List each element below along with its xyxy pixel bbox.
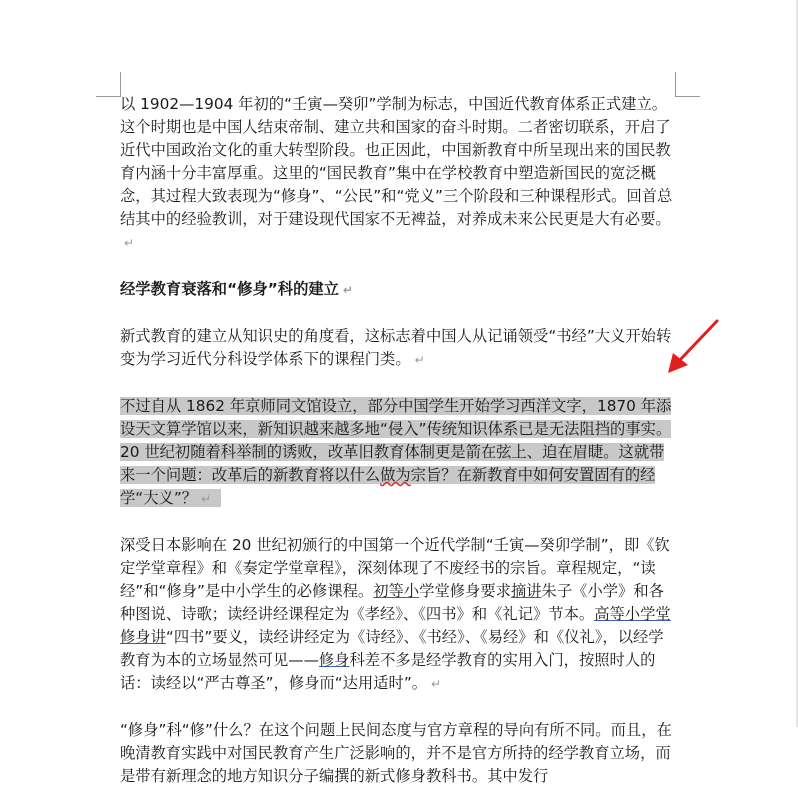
- paragraph-text: “修身”科“修”什么？在这个问题上民间态度与官方章程的导向有所不同。而且，在晚清教育实践中对国民教育产生广泛影响的，并不是官方所持的经学教育立场，而是带有新理念的地方知识分子编撰的新式修身教科书。其中发行: [120, 721, 672, 785]
- document-body[interactable]: [120, 93, 676, 811]
- paragraph-text: 新式教育的建立从知识史的角度看，这标志着中国人从记诵领受“书经”大义开始转变为学习近代分科设学体系下的课程门类。: [120, 327, 672, 368]
- tracked-change-text[interactable]: 摘讲: [510, 582, 542, 600]
- paragraph-text: 不过自从 1862 年京师同文馆设立，部分中国学生开始学习西洋文字，1870 年添设天文算学馆以来，新知识越来越多地“侵入”传统知识体系已是无法阻挡的事实。20 世纪初随着科举制的诱败，改革旧教育体制更是箭在弦上、迫在眉睫。这就带来一个问题：改革后的新教育将以什么: [120, 397, 672, 484]
- paragraph-text: 以 1902—1904 年初的“壬寅—癸卯”学制为标志，中国近代教育体系正式建立。这个时期也是中国人结束帝制、建立共和国家的奋斗时期。二者密切联系，开启了近代中国政治文化的重大转型阶段。也正因此，中国新教育中所呈现出来的国民教育内涵十分丰富厚重。这里的“国民教育”集中在学校教育中塑造新国民的宽泛概念，其过程大致表现为“修身”、“公民”和“党义”三个阶段和三种课程形式。回首总结其中的经验教训，对于建设现代国家不无裨益，对养成未来公民更是大有必要。: [120, 95, 673, 228]
- paragraph-text: “四书”要义，读经讲经定为《诗经》、《书经》、《易经》和《仪礼》，以经学教育为本的立场显然可见——: [120, 628, 664, 669]
- tracked-change-text[interactable]: 初等小: [373, 582, 420, 600]
- paragraph-mark: ↵: [201, 492, 212, 506]
- paragraph-text: 朱子《小学》和各种图说、诗歌；读经讲经课程定为《孝经》、《四书》和《礼记》节本。: [120, 582, 664, 623]
- red-arrow-icon: [664, 318, 720, 376]
- margin-corner-top-right: [675, 72, 700, 97]
- selected-text: [120, 397, 671, 507]
- paragraph-text: 深受日本影响在 20 世纪初颁行的中国第一个近代学制“壬寅—癸卯学制”，即《钦定学堂章程》和《奏定学堂章程》，深刻体现了不废经书的宗旨。章程规定，“读经”和“修身”是中小学生的必修课程。: [120, 536, 670, 600]
- paragraph-text: 学堂修身要求: [419, 582, 511, 600]
- tracked-change-text[interactable]: 修身: [318, 651, 350, 669]
- margin-corner-top-left: [96, 72, 121, 97]
- tracked-change-text[interactable]: 高等小学堂修身讲: [120, 605, 671, 646]
- paragraph-mark: ↵: [342, 283, 354, 297]
- paragraph-xiushen[interactable]: [120, 719, 676, 788]
- paragraph-schooling[interactable]: [120, 534, 676, 696]
- paragraph-intro[interactable]: [120, 93, 676, 255]
- heading-text: 经学教育衰落和“修身”科的建立: [120, 280, 339, 298]
- section-heading[interactable]: [120, 278, 676, 302]
- paragraph-mark: ↵: [124, 236, 135, 250]
- spelling-flag-text[interactable]: 做为: [380, 466, 411, 484]
- paragraph-selected[interactable]: [120, 395, 676, 511]
- paragraph-mark: ↵: [414, 353, 425, 367]
- paragraph-mark: ↵: [431, 677, 442, 691]
- paragraph-knowledge[interactable]: [120, 325, 676, 372]
- paragraph-text: 科差不多是经学教育的实用入门，按照时人的话：读经以“严古尊圣”，修身而“达用适时”。: [120, 651, 656, 692]
- paragraph-text: 宗旨？在新教育中如何安置固有的经学“大义”？: [120, 466, 656, 507]
